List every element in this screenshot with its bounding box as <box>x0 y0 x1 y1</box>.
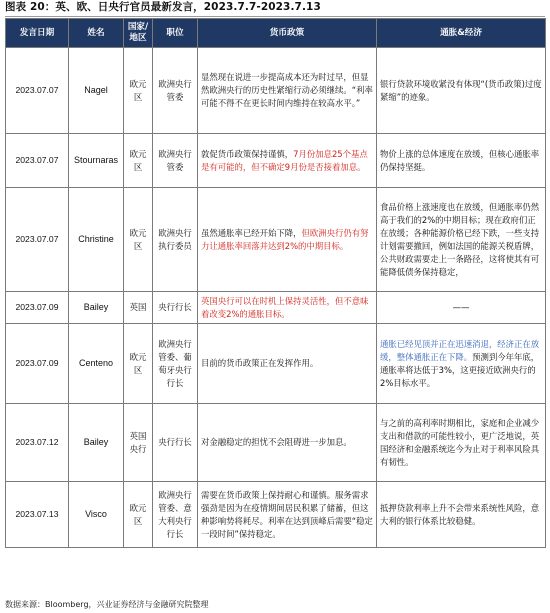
cell-economy <box>377 188 546 292</box>
cell-date: 2023.07.07 <box>6 188 69 292</box>
policy-text-segment: 但欧洲央行仍有努力让通胀率回落并达到2%的中期目标。 <box>201 227 369 251</box>
column-header-economy: 通胀&经济 <box>377 19 546 48</box>
cell-position: 央行行长 <box>153 404 198 482</box>
table-row <box>6 324 546 404</box>
cell-name: Nagel <box>69 48 124 134</box>
cell-policy <box>198 134 377 188</box>
table-row <box>6 48 546 134</box>
cell-date: 2023.07.07 <box>6 134 69 188</box>
cell-date: 2023.07.09 <box>6 324 69 404</box>
economy-text-segment: 通胀已经见顶并正在迅速消退，经济正在放缓，整体通胀正在下降。 <box>380 338 540 362</box>
table-header-row <box>6 19 546 48</box>
economy-text-segment: 银行贷款环境收紧没有体现“(货币政策)过度紧缩”的迹象。 <box>380 78 542 102</box>
table-row <box>6 292 546 324</box>
source-note: 数据来源：Bloomberg，兴业证券经济与金融研究院整理 <box>5 600 209 609</box>
cell-date: 2023.07.13 <box>6 482 69 548</box>
policy-text-segment: 敦促货币政策保持谨慎， <box>201 148 294 159</box>
cell-economy <box>377 292 546 324</box>
cell-economy <box>377 324 546 404</box>
cell-economy <box>377 482 546 548</box>
policy-text-segment: 需要在货币政策上保持耐心和谨慎。服务需求强劲是因为在疫情期间居民积累了储蓄，但这种影响势将耗尽。利率在达到顶峰后需要“稳定一段时间”保持稳定。 <box>201 489 373 539</box>
cell-economy <box>377 404 546 482</box>
cell-policy <box>198 324 377 404</box>
policy-text-segment: 显然现在说进一步提高成本还为时过早，但显然欧洲央行的历史性紧缩行动必须继续。“利率可能不得不在更长时间内维持在较高水平。” <box>201 72 373 108</box>
cell-policy <box>198 188 377 292</box>
cell-region: 欧元区 <box>124 48 153 134</box>
economy-text-segment: 物价上涨的总体速度在放缓，但核心通胀率仍保持坚挺。 <box>380 148 540 172</box>
cell-name: Visco <box>69 482 124 548</box>
table-row <box>6 134 546 188</box>
policy-text-segment: 7月份加息25个基点是有可能的，但不确定9月份是否接着加息。 <box>201 148 368 172</box>
policy-text-segment: 目前的货币政策正在发挥作用。 <box>201 358 319 368</box>
cell-position: 欧洲央行管委 <box>153 48 198 134</box>
cell-position: 欧洲央行管委、葡萄牙央行行长 <box>153 324 198 404</box>
table-row <box>6 404 546 482</box>
policy-text-segment: 虽然通胀率已经开始下降， <box>201 227 302 238</box>
column-header-name: 姓名 <box>69 19 124 48</box>
table-row <box>6 482 546 548</box>
cell-name: Centeno <box>69 324 124 404</box>
cell-economy <box>377 48 546 134</box>
economy-text-segment: 食品价格上涨速度也在放缓，但通胀率仍然高于我们的2%的中期目标；现在政府们正在放缓；各种能源价格已经下跌，一些支持计划需要撤回，例如法国的能源关税盾牌，公共财政需要走上一条路径，这将使其有可能降低债务保持稳定， <box>380 201 540 277</box>
cell-policy <box>198 292 377 324</box>
figure-title: 图表 20：英、欧、日央行官员最新发言，2023.7.7-2023.7.13 <box>5 0 545 17</box>
cell-date: 2023.07.09 <box>6 292 69 324</box>
cell-name: Stournaras <box>69 134 124 188</box>
cell-position: 央行行长 <box>153 292 198 324</box>
column-header-position: 职位 <box>153 19 198 48</box>
cell-region: 英国央行 <box>124 404 153 482</box>
cell-region: 欧元区 <box>124 188 153 292</box>
cell-economy <box>377 134 546 188</box>
central-bank-remarks-table <box>5 18 546 548</box>
cell-region: 欧元区 <box>124 324 153 404</box>
economy-text-segment: —— <box>452 302 470 312</box>
table-row <box>6 188 546 292</box>
cell-position: 欧洲央行执行委员 <box>153 188 198 292</box>
cell-name: Bailey <box>69 292 124 324</box>
economy-text-segment: 抵押贷款利率上升不会带来系统性风险，意大利的银行体系比较稳健。 <box>380 502 540 526</box>
cell-region: 欧元区 <box>124 482 153 548</box>
column-header-policy: 货币政策 <box>198 19 377 48</box>
cell-date: 2023.07.07 <box>6 48 69 134</box>
cell-name: Christine <box>69 188 124 292</box>
cell-position: 欧洲央行管委 <box>153 134 198 188</box>
cell-position: 欧洲央行管委、意大利央行行长 <box>153 482 198 548</box>
cell-region: 英国 <box>124 292 153 324</box>
policy-text-segment: 英国央行可以在时机上保持灵活性，但不意味着改变2%的通胀目标。 <box>201 295 369 319</box>
cell-policy <box>198 482 377 548</box>
cell-date: 2023.07.12 <box>6 404 69 482</box>
table-body <box>6 48 546 548</box>
economy-text-segment: 预测到今年年底，通胀率将达低于3%，这更接近欧洲央行的2%目标水平。 <box>380 351 540 388</box>
column-header-region: 国家/地区 <box>124 19 153 48</box>
economy-text-segment: 与之前的高利率时期相比，家庭和企业减少支出和借款的可能性较小，更广泛地说，英国经济和金融系统迄今为止对于利率风险具有韧性。 <box>380 417 540 467</box>
policy-text-segment: 对金融稳定的担忧不会阻碍进一步加息。 <box>201 437 352 447</box>
cell-region: 欧元区 <box>124 134 153 188</box>
cell-name: Bailey <box>69 404 124 482</box>
cell-policy <box>198 404 377 482</box>
column-header-date: 发言日期 <box>6 19 69 48</box>
cell-policy <box>198 48 377 134</box>
